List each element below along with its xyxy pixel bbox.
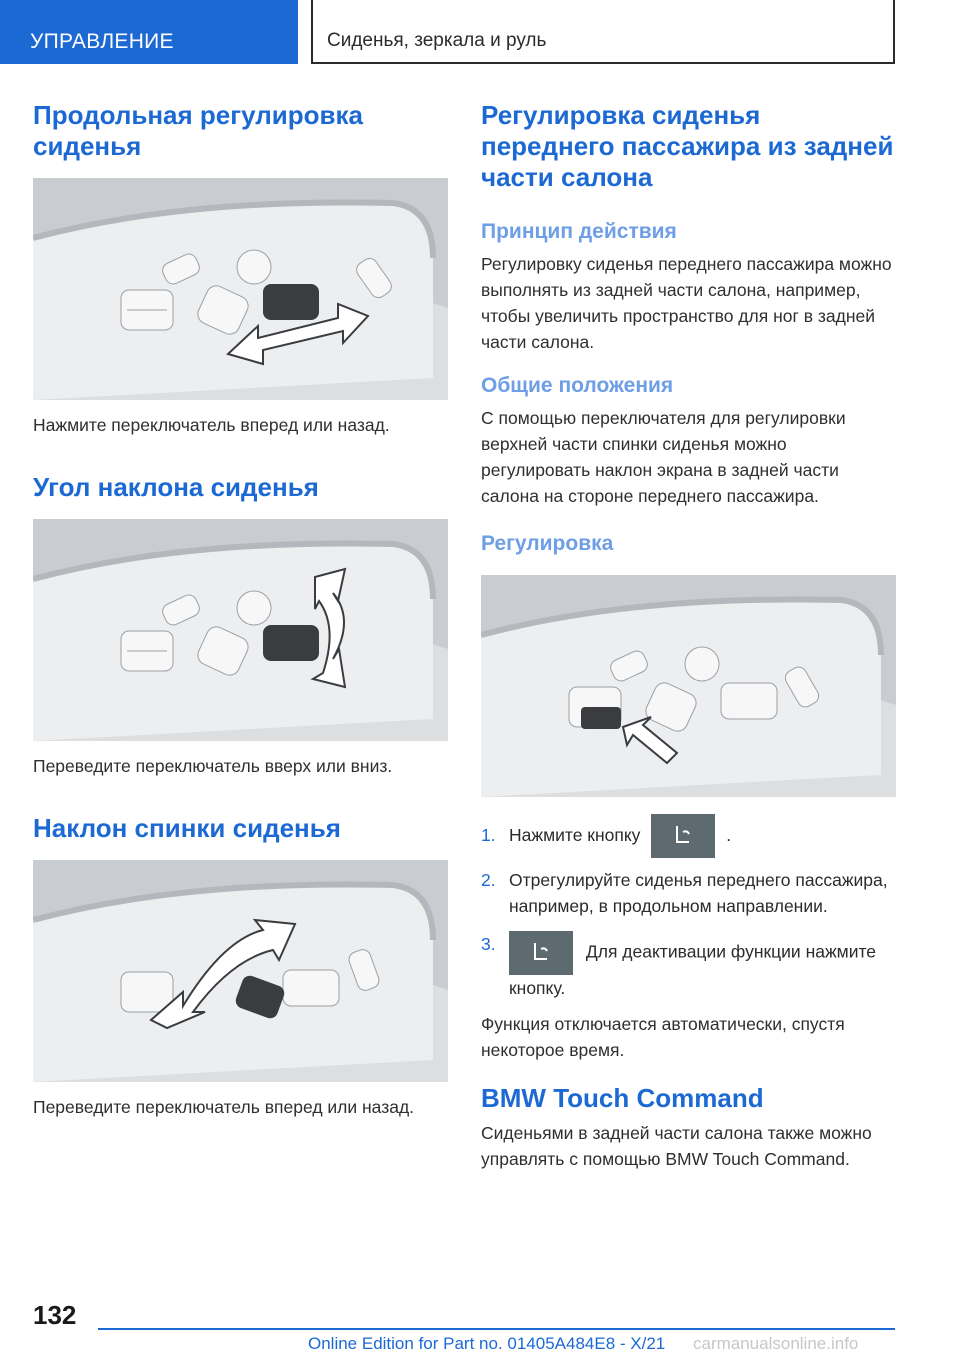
heading-seat-tilt: Угол наклона сиденья [33, 472, 319, 502]
photo-longitudinal [33, 178, 448, 400]
heading-rear-adjust: Регулировка сиденья переднего пассажира из задней части салона [481, 100, 894, 192]
heading-general: Общие положения [481, 374, 674, 397]
left-column [33, 100, 449, 1120]
footer-rule [98, 1328, 895, 1330]
heading-bmw-touch-command: BMW Touch Command [481, 1083, 764, 1113]
seat-control-rear-button-illustration [481, 575, 896, 797]
page-number: 132 [33, 1300, 77, 1330]
text-bmw-touch-command: Сиденьями в задней части салона также можно управлять с помощью BMW Touch Command. [481, 1123, 872, 1169]
step-number: 3. [481, 934, 496, 954]
chapter-title: Сиденья, зеркала и руль [311, 0, 895, 64]
steps-list [481, 813, 897, 1001]
seat-passenger-icon [509, 931, 573, 975]
step-number: 1. [481, 825, 496, 845]
step-3 [481, 931, 897, 1001]
edition-text: Online Edition for Part no. 01405A484E8 - X/21 [308, 1334, 666, 1353]
seat-control-tilt-illustration [33, 519, 448, 741]
photo-backrest [33, 860, 448, 1082]
step-text: Нажмите кнопку [509, 825, 641, 845]
text-auto-off: Функция отключается автоматически, спустя некоторое время. [481, 1014, 845, 1060]
step-1 [481, 813, 897, 857]
text-longitudinal: Нажмите переключатель вперед или назад. [33, 415, 390, 435]
step-text-end: . [726, 825, 732, 845]
text-principle: Регулировку сиденья переднего пассажира можно выполнять из задней части салона, например, чтобы увеличить пространство для ног в задней части салона. [481, 254, 892, 352]
section-tab: УПРАВЛЕНИЕ [0, 0, 298, 64]
watermark: carmanualsonline.info [693, 1334, 859, 1353]
seat-passenger-icon [651, 814, 715, 858]
photo-rear-adjust [481, 575, 896, 797]
photo-seat-tilt [33, 519, 448, 741]
heading-principle: Принцип действия [481, 220, 677, 243]
step-text: Для деактивации функции нажмите кнопку. [509, 941, 877, 998]
seat-control-backrest-illustration [33, 860, 448, 1082]
step-2 [481, 867, 897, 919]
step-text: Отрегулируйте сиденья переднего пассажира, например, в продольном направлении. [509, 870, 888, 916]
right-column [481, 100, 897, 1172]
seat-control-longitudinal-illustration [33, 178, 448, 400]
heading-adjust: Регулировка [481, 532, 614, 555]
text-general: С помощью переключателя для регулировки верхней части спинки сиденья можно регулировать наклон экрана в задней части салона на стороне переднего пассажира. [481, 408, 846, 506]
heading-longitudinal: Продольная регулировка сиденья [33, 100, 363, 161]
text-backrest: Переведите переключатель вперед или назад. [33, 1097, 415, 1117]
text-seat-tilt: Переведите переключатель вверх или вниз. [33, 756, 393, 776]
heading-backrest: Наклон спинки сиденья [33, 813, 341, 843]
step-number: 2. [481, 870, 496, 890]
